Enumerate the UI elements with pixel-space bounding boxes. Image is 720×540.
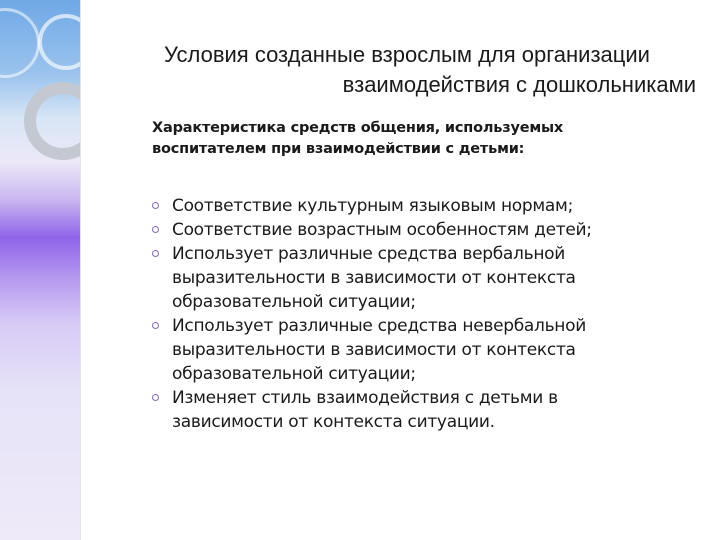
slide-subtitle-line: воспитателем при взаимодействии с детьми: (152, 141, 525, 157)
bullet-circle-icon (152, 226, 159, 233)
bullet-item (152, 194, 672, 218)
decorative-ring-icon (38, 14, 80, 70)
bullet-item (152, 314, 672, 386)
bullet-text: Соответствие возрастным особенностям детей; (172, 220, 592, 240)
bullet-item (152, 218, 672, 242)
decorative-side-band (0, 0, 80, 540)
decorative-ring-icon (0, 8, 40, 78)
bullet-text: Соответствие культурным языковым нормам; (172, 196, 573, 216)
bullet-circle-icon (152, 322, 159, 329)
bullet-text: Использует различные средства вербальной выразительности в зависимости от контекста образовательной ситуации; (172, 244, 576, 312)
bullet-list (152, 194, 672, 434)
decorative-ring-icon (24, 82, 80, 160)
bullet-text: Использует различные средства невербальной выразительности в зависимости от контекста образовательной ситуации; (172, 316, 586, 384)
slide-title (140, 40, 696, 100)
divider (80, 0, 81, 540)
bullet-circle-icon (152, 394, 159, 401)
bullet-item (152, 242, 672, 314)
slide-subtitle (152, 118, 672, 160)
slide-subtitle-line: Характеристика средств общения, используемых (152, 120, 564, 136)
slide-title-line: Условия созданные взрослым для организации (164, 42, 650, 67)
bullet-item (152, 386, 672, 434)
bullet-text: Изменяет стиль взаимодействия с детьми в зависимости от контекста ситуации. (172, 388, 558, 432)
bullet-circle-icon (152, 202, 159, 209)
bullet-circle-icon (152, 250, 159, 257)
slide-title-line: взаимодействия с дошкольниками (342, 72, 696, 97)
